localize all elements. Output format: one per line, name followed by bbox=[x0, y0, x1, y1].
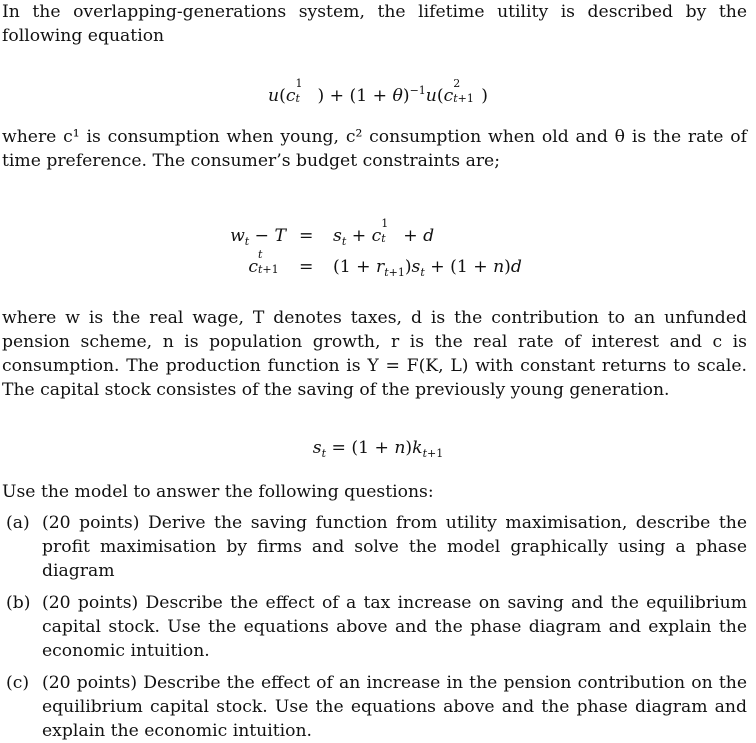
budget-constraint-lhs: c t t+1 bbox=[248, 248, 279, 277]
budget-constraint-relation: = bbox=[299, 257, 314, 277]
budget-constraint-rhs: $(1 + r_{t+1})s_t + (1 + n)d$ bbox=[333, 257, 522, 279]
budget-constraint-rhs: $s_t + c$ 1 t + d bbox=[333, 217, 435, 248]
question-text: (20 points) Derive the saving function from utility maximisation, describe the profit maximisation by firms and solve the model graphically using a phase diagram bbox=[42, 513, 747, 581]
question-item bbox=[6, 511, 747, 583]
utility-explanation-paragraph: where c¹ is consumption when young, c² consumption when old and θ is the rate of time preference. The consumer’s budget constraints are; bbox=[2, 127, 747, 171]
budget-constraint-row bbox=[0, 217, 756, 248]
question-text: (20 points) Describe the effect of a tax increase on saving and the equilibrium capital stock. Use the equations above and the phase diagram and explain the economic intuition. bbox=[42, 593, 747, 661]
budget-constraint-lhs: $w_t - T$ bbox=[230, 226, 286, 248]
intro-paragraph: In the overlapping-generations system, the lifetime utility is described by the following equation bbox=[2, 2, 747, 46]
question-text: (20 points) Describe the effect of an increase in the pension contribution on the equilibrium capital stock. Use the equations above and the phase diagram and explain the economic intuition. bbox=[42, 673, 747, 741]
definitions-paragraph: where w is the real wage, T denotes taxes, d is the contribution to an unfunded pension scheme, n is population growth, r is the real rate of interest and c is consumption. The production function is Y = F(K, L) with constant returns to scale. The capital stock consistes of the saving of the previously young generation. bbox=[2, 308, 747, 400]
budget-constraint-relation: = bbox=[299, 226, 314, 246]
question-item bbox=[6, 591, 747, 663]
question-label: (a) bbox=[6, 513, 30, 533]
question-label: (b) bbox=[6, 593, 31, 613]
budget-constraints bbox=[0, 217, 756, 280]
instructions-text: Use the model to answer the following questions: bbox=[2, 482, 434, 502]
budget-constraint-row bbox=[0, 248, 756, 279]
question-label: (c) bbox=[6, 673, 30, 693]
utility-equation: u(c 1 t ) + $(1 + \theta)^{-1}u(c$ 2 t+1 ) bbox=[268, 77, 488, 106]
questions-list bbox=[6, 511, 747, 743]
question-item bbox=[6, 671, 747, 743]
capital-equation: $s_t = (1 + n)k_{t+1}$ bbox=[312, 438, 444, 460]
